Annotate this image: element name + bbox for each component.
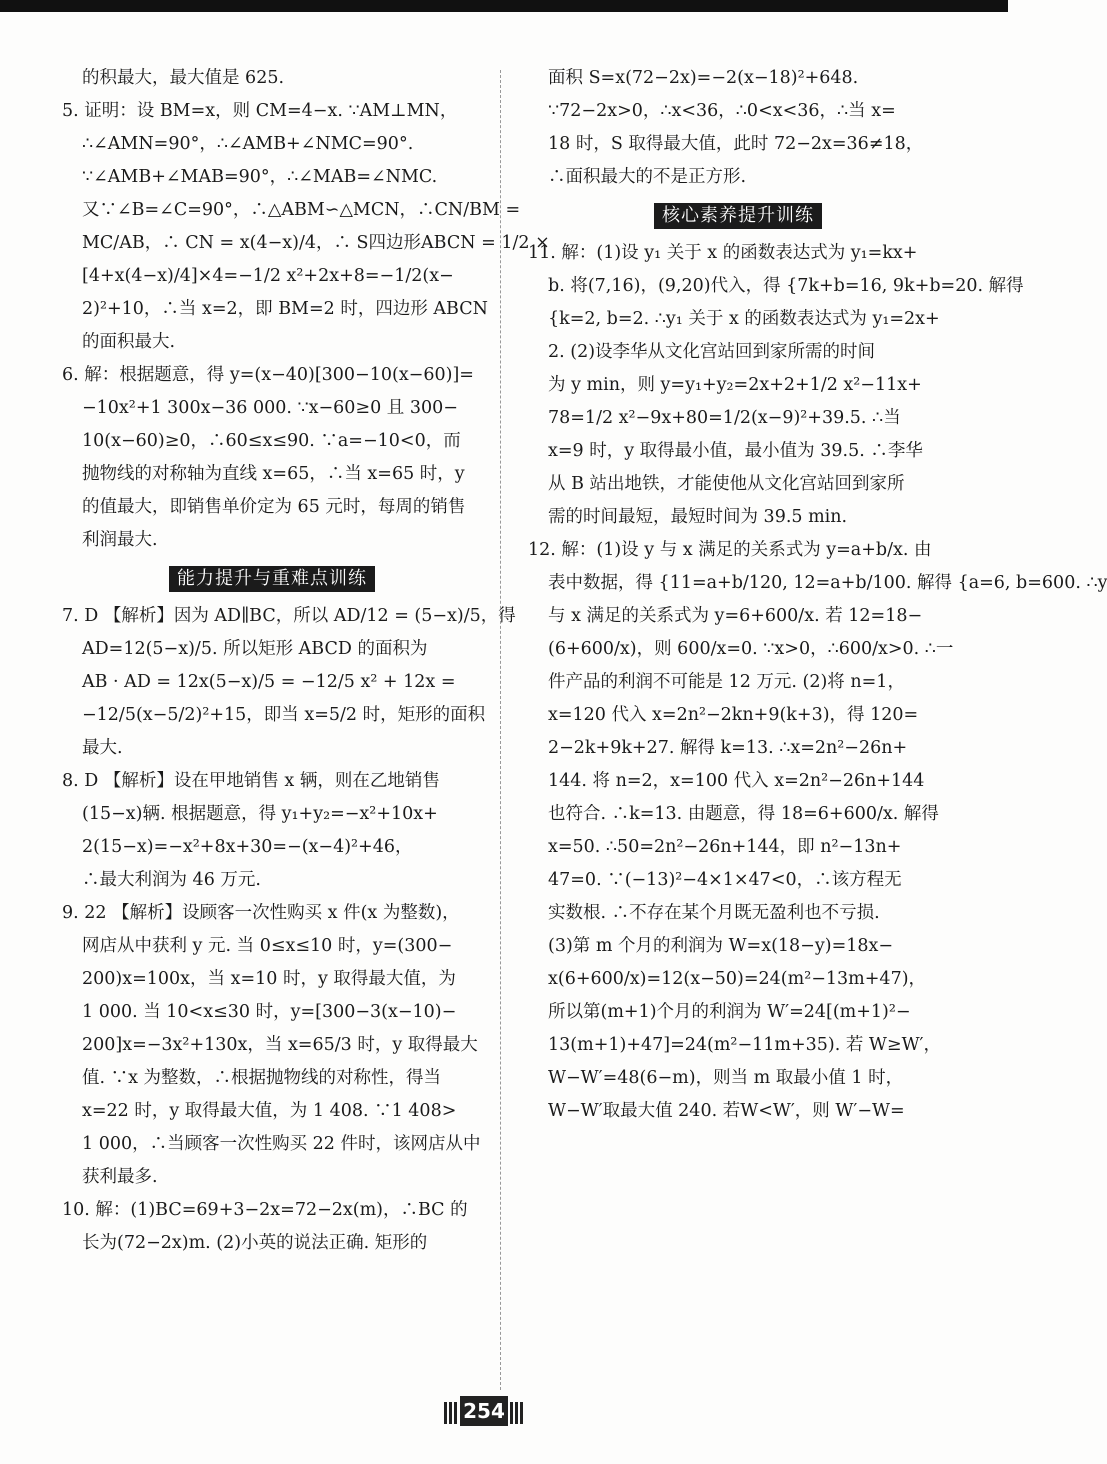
page-number-right-bars: [510, 1402, 524, 1424]
text-line: 2. (2)设李华从文化宫站回到家所需的时间: [548, 342, 876, 362]
text-line: 2−2k+9k+27. 解得 k=13. ∴x=2n²−26n+: [548, 738, 908, 758]
text-line: 又∵∠B=∠C=90°，∴△ABM∽△MCN，∴CN/BM =: [82, 200, 521, 220]
text-line: 表中数据，得 {11=a+b/120, 12=a+b/100. 解得 {a=6, b=600. ∴y: [548, 573, 1107, 593]
section-banner: 能力提升与重难点训练: [169, 566, 375, 592]
column-divider: [500, 70, 501, 1390]
text-line: 7. D 【解析】因为 AD∥BC，所以 AD/12 = (5−x)/5，得: [62, 606, 516, 626]
section-banner: 核心素养提升训练: [654, 203, 822, 229]
text-line: 78=1/2 x²−9x+80=1/2(x−9)²+39.5. ∴当: [548, 408, 901, 428]
text-line: 2)²+10，∴当 x=2，即 BM=2 时，四边形 ABCN: [82, 299, 488, 319]
text-line: −10x²+1 300x−36 000. ∵x−60≥0 且 300−: [82, 398, 458, 418]
text-line: 需的时间最短，最短时间为 39.5 min.: [548, 507, 848, 527]
page-number-left-bars: [444, 1402, 458, 1424]
text-line: 9. 22 【解析】设顾客一次性购买 x 件(x 为整数)，: [62, 903, 460, 923]
text-line: 1 000. 当 10<x≤30 时，y=[300−3(x−10)−: [82, 1002, 457, 1022]
text-line: {k=2, b=2. ∴y₁ 关于 x 的函数表达式为 y₁=2x+: [548, 309, 940, 329]
text-line: 也符合. ∴k=13. 由题意，得 18=6+600/x. 解得: [548, 804, 939, 824]
text-line: 件产品的利润不可能是 12 万元. (2)将 n=1，: [548, 672, 905, 692]
text-line: 13(m+1)+47]=24(m²−11m+35). 若 W≥W′，: [548, 1035, 942, 1055]
text-line: 网店从中获利 y 元. 当 0≤x≤10 时，y=(300−: [82, 936, 453, 956]
text-line: 实数根. ∴不存在某个月既无盈利也不亏损.: [548, 903, 880, 923]
text-line: ∴∠AMN=90°，∴∠AMB+∠NMC=90°.: [82, 134, 414, 154]
text-line: 1 000，∴当顾客一次性购买 22 件时，该网店从中: [82, 1134, 481, 1154]
text-line: 2(15−x)=−x²+8x+30=−(x−4)²+46，: [82, 837, 413, 857]
text-line: 值. ∵x 为整数，∴根据抛物线的对称性，得当: [82, 1068, 442, 1088]
right-column: [528, 62, 1107, 1128]
text-line: x(6+600/x)=12(x−50)=24(m²−13m+47)，: [548, 969, 927, 989]
text-line: 的值最大，即销售单价定为 65 元时，每周的销售: [82, 497, 466, 517]
text-line: 47=0. ∵(−13)²−4×1×47<0，∴该方程无: [548, 870, 902, 890]
text-line: 18 时，S 取得最大值，此时 72−2x=36≠18，: [548, 134, 924, 154]
text-line: x=120 代入 x=2n²−2kn+9(k+3)，得 120=: [548, 705, 919, 725]
text-line: ∵72−2x>0，∴x<36，∴0<x<36，∴当 x=: [548, 101, 896, 121]
text-line: 利润最大.: [82, 530, 158, 550]
text-line: (15−x)辆. 根据题意，得 y₁+y₂=−x²+10x+: [82, 804, 438, 824]
text-line: 所以第(m+1)个月的利润为 W′=24[(m+1)²−: [548, 1002, 911, 1022]
text-line: 长为(72−2x)m. (2)小英的说法正确. 矩形的: [82, 1233, 428, 1253]
text-line: x=22 时，y 取得最大值，为 1 408. ∵1 408>: [82, 1101, 457, 1121]
text-line: 10(x−60)≥0，∴60≤x≤90. ∵a=−10<0，而: [82, 431, 461, 451]
text-line: ∴最大利润为 46 万元.: [82, 870, 261, 890]
text-line: AD=12(5−x)/5. 所以矩形 ABCD 的面积为: [82, 639, 428, 659]
text-line: W−W′取最大值 240. 若W<W′，则 W′−W=: [548, 1101, 905, 1121]
text-line: 获利最多.: [82, 1167, 158, 1187]
section-banner-wrap: [62, 563, 482, 596]
text-line: 从 B 站出地铁，才能使他从文化宫站回到家所: [548, 474, 905, 494]
left-column: [62, 62, 550, 1260]
text-line: b. 将(7,16)，(9,20)代入，得 {7k+b=16, 9k+b=20. 解得: [548, 276, 1024, 296]
text-line: W−W′=48(6−m)，则当 m 取最小值 1 时，: [548, 1068, 904, 1088]
text-line: 5. 证明：设 BM=x，则 CM=4−x. ∵AM⊥MN，: [62, 101, 458, 121]
text-line: 与 x 满足的关系式为 y=6+600/x. 若 12=18−: [548, 606, 923, 626]
text-line: 200]x=−3x²+130x，当 x=65/3 时，y 取得最大: [82, 1035, 478, 1055]
text-line: 8. D 【解析】设在甲地销售 x 辆，则在乙地销售: [62, 771, 440, 791]
text-line: x=50. ∴50=2n²−26n+144，即 n²−13n+: [548, 837, 902, 857]
text-line: 抛物线的对称轴为直线 x=65，∴当 x=65 时，y: [82, 464, 465, 484]
text-line: (3)第 m 个月的利润为 W=x(18−y)=18x−: [548, 936, 894, 956]
text-line: 12. 解：(1)设 y 与 x 满足的关系式为 y=a+b/x. 由: [528, 540, 932, 560]
text-line: 的积最大，最大值是 625.: [82, 68, 285, 88]
text-line: 11. 解：(1)设 y₁ 关于 x 的函数表达式为 y₁=kx+: [528, 243, 918, 263]
text-line: 最大.: [82, 738, 123, 758]
page-number-text: 254: [460, 1396, 508, 1426]
section-banner-wrap: [528, 200, 948, 233]
text-line: ∴面积最大的不是正方形.: [548, 167, 747, 187]
text-line: x=9 时，y 取得最小值，最小值为 39.5. ∴李华: [548, 441, 923, 461]
text-line: AB · AD = 12x(5−x)/5 = −12/5 x² + 12x =: [82, 672, 456, 692]
text-line: −12/5(x−5/2)²+15，即当 x=5/2 时，矩形的面积: [82, 705, 486, 725]
text-line: 的面积最大.: [82, 332, 176, 352]
text-line: 面积 S=x(72−2x)=−2(x−18)²+648.: [548, 68, 859, 88]
text-line: MC/AB，∴ CN = x(4−x)/4，∴ S四边形ABCN = 1/2 ×: [82, 233, 550, 253]
top-edge-bar: [0, 0, 1008, 12]
page-number: [440, 1396, 528, 1426]
text-line: 为 y min，则 y=y₁+y₂=2x+2+1/2 x²−11x+: [548, 375, 922, 395]
text-line: 144. 将 n=2，x=100 代入 x=2n²−26n+144: [548, 771, 925, 791]
text-line: 6. 解：根据题意，得 y=(x−40)[300−10(x−60)]=: [62, 365, 474, 385]
text-line: 10. 解：(1)BC=69+3−2x=72−2x(m)，∴BC 的: [62, 1200, 468, 1220]
text-line: 200)x=100x，当 x=10 时，y 取得最大值，为: [82, 969, 456, 989]
text-line: (6+600/x)，则 600/x=0. ∵x>0，∴600/x>0. ∴一: [548, 639, 954, 659]
text-line: [4+x(4−x)/4]×4=−1/2 x²+2x+8=−1/2(x−: [82, 266, 454, 286]
text-line: ∵∠AMB+∠MAB=90°，∴∠MAB=∠NMC.: [82, 167, 438, 187]
